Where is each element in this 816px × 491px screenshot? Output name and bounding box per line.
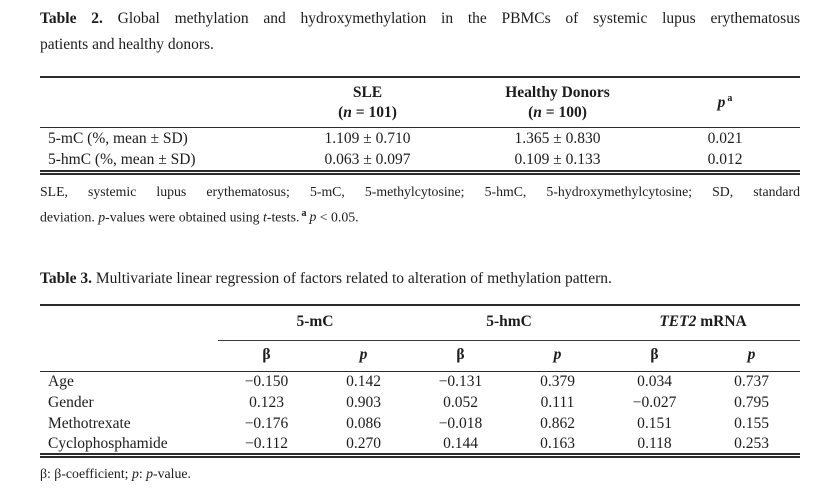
fn-part4: < 0.05.	[316, 209, 359, 225]
table2-footnote-line1: SLE, systemic lupus erythematosus; 5-mC, 5-methylcytosine; 5-hmC, 5-hydroxymethylcytosine; SD, standard	[40, 183, 800, 199]
cell-value: −0.027	[632, 394, 677, 412]
cell-value: 0.034	[637, 373, 672, 391]
donors-n-suffix: = 100)	[541, 104, 587, 121]
table2-header-sle	[270, 77, 465, 128]
cell-value: 0.903	[346, 394, 381, 412]
subheader-beta: β	[412, 341, 509, 372]
cell-value: 0.111	[540, 394, 575, 412]
fn-p-italic: p	[98, 209, 106, 225]
donors-n-symbol: n	[533, 104, 542, 121]
table3	[40, 304, 800, 458]
cell-value: 0.086	[346, 415, 381, 433]
cell-value: 0.052	[443, 394, 478, 412]
cell-value: −0.150	[244, 373, 289, 391]
table3-row-cyclophosphamide	[40, 435, 800, 456]
fn-superscript: a	[301, 207, 307, 219]
table3-row-gender	[40, 393, 800, 414]
cell-donors: 1.365 ± 0.830	[514, 129, 601, 147]
fn3-part2: :	[138, 466, 147, 482]
table3-caption-label: Table 3.	[40, 270, 92, 288]
cell-value: 0.253	[734, 434, 769, 452]
subheader-beta: β	[606, 341, 703, 372]
cell-value: 0.118	[637, 434, 672, 452]
table2-header-sle-n	[270, 103, 465, 123]
sle-n-suffix: = 101)	[351, 104, 397, 121]
fn-part2: -values were obtained using	[105, 209, 264, 225]
table2-header-donors	[465, 77, 650, 128]
fn-part1: deviation.	[40, 209, 99, 225]
fn-p-italic2: p	[309, 209, 317, 225]
table3-footnote	[40, 463, 800, 485]
table3-subheader-empty	[40, 341, 218, 372]
cell-value: 0.163	[540, 434, 575, 452]
fn3-p-italic2: p	[146, 466, 154, 482]
table2-row-5hmc	[40, 150, 800, 173]
sle-n-prefix: (	[338, 104, 344, 121]
table2-caption-text1: Global methylation and hydroxymethylation in the PBMCs of systemic lupus erythematosus	[102, 10, 800, 27]
table3-caption	[40, 266, 800, 292]
fn3-p-italic1: p	[131, 466, 139, 482]
row-label: Cyclophosphamide	[48, 434, 168, 452]
table3-row-age	[40, 372, 800, 393]
cell-donors: 0.109 ± 0.133	[514, 150, 601, 168]
table3-group-header-row	[40, 305, 800, 341]
cell-sle: 0.063 ± 0.097	[324, 150, 411, 168]
cell-p: 0.012	[707, 150, 743, 168]
fn3-part1: β: β-coefficient;	[40, 466, 132, 482]
table3-group-tet2	[606, 305, 800, 341]
row-label: 5-mC (%, mean ± SD)	[48, 129, 188, 147]
table2-caption-line2: patients and healthy donors.	[40, 36, 214, 53]
cell-value: 0.155	[734, 415, 769, 433]
table3-caption-text: Multivariate linear regression of factors related to alteration of methylation pattern.	[91, 270, 612, 288]
cell-p: 0.021	[707, 129, 743, 147]
row-label: 5-hmC (%, mean ± SD)	[48, 150, 196, 168]
cell-value: 0.123	[249, 394, 284, 412]
cell-sle: 1.109 ± 0.710	[324, 129, 411, 147]
donors-n-prefix: (	[528, 104, 534, 121]
table2-footnote	[40, 181, 800, 229]
cell-value: −0.131	[438, 373, 483, 391]
cell-value: 0.862	[540, 415, 575, 433]
sle-n-symbol: n	[343, 104, 352, 121]
cell-value: 0.142	[346, 373, 381, 391]
row-label: Methotrexate	[48, 415, 131, 433]
table2-footnote-line2	[40, 203, 800, 229]
table3-subheader-row	[40, 341, 800, 372]
tet2-rest: mRNA	[696, 313, 747, 331]
subheader-p: p	[509, 341, 606, 372]
row-label: Age	[48, 373, 74, 391]
table2	[40, 76, 800, 175]
cell-value: 0.737	[734, 373, 769, 391]
table3-group-5mc: 5-mC	[218, 305, 412, 341]
table3-row-methotrexate	[40, 414, 800, 435]
p-symbol: p	[717, 94, 726, 112]
cell-value: 0.795	[734, 394, 769, 412]
row-label: Gender	[48, 394, 94, 412]
table2-header-empty	[40, 77, 270, 128]
subheader-p: p	[315, 341, 412, 372]
table2-caption-line1	[40, 6, 800, 32]
cell-value: −0.018	[438, 415, 483, 433]
subheader-p: p	[703, 341, 800, 372]
table2-header-donors-title: Healthy Donors	[505, 84, 610, 101]
fn-part3: -tests.	[266, 209, 300, 225]
table2-header-donors-n	[465, 103, 650, 123]
p-superscript: a	[727, 93, 733, 105]
cell-value: 0.144	[443, 434, 478, 452]
table3-group-5hmc: 5-hmC	[412, 305, 606, 341]
document-page	[40, 6, 800, 485]
subheader-beta: β	[218, 341, 315, 372]
table2-header-sle-title: SLE	[352, 84, 383, 101]
cell-value: −0.176	[244, 415, 289, 433]
fn3-part3: -value.	[153, 466, 191, 482]
table2-header-row	[40, 77, 800, 128]
cell-value: 0.151	[637, 415, 672, 433]
table2-row-5mc	[40, 128, 800, 150]
cell-value: 0.379	[540, 373, 575, 391]
table2-header-p	[650, 77, 800, 128]
cell-value: −0.112	[244, 434, 289, 452]
table2-caption-label: Table 2.	[40, 10, 103, 27]
cell-value: 0.270	[346, 434, 381, 452]
tet2-italic: TET2	[659, 313, 697, 331]
table3-group-empty	[40, 305, 218, 341]
fn-t-italic: t	[263, 209, 267, 225]
table2-caption	[40, 6, 800, 58]
